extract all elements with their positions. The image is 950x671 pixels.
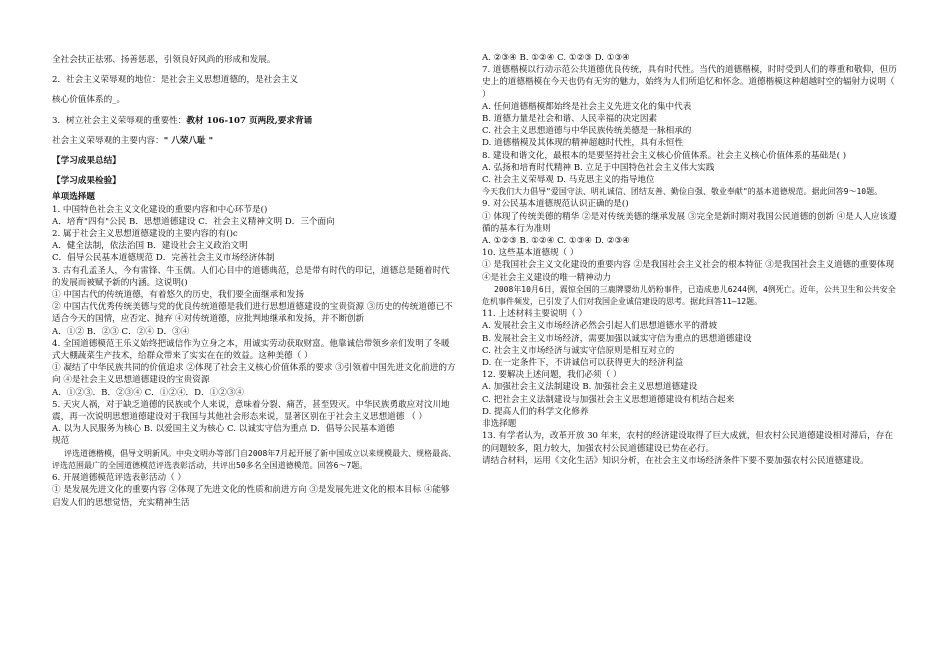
- statement: ① 是发展先进文化的重要内容 ②体现了先进文化的性质和前进方向 ③是发展先进文化的根本目标 ④能够启发人们的思想觉悟，充实精神生活: [52, 485, 450, 508]
- section-heading: 非选择题: [482, 419, 517, 430]
- question: 3. 古有孔孟圣人，今有雷锋、牛玉儒。人们心目中的道德典范，总是带有时代的印记，道德总是随着时代的发展而被赋予新的内涵。这说明(): [52, 265, 450, 288]
- section-heading: 【学习成果总结】: [52, 156, 121, 167]
- option: B. 发展社会主义市场经济，需要加强以诚实守信为重点的思想道德建设: [482, 333, 752, 344]
- passage: 今天我们大力倡导"爱国守法、明礼诚信、团结友善、勤俭自强、敬业奉献"的基本道德规范。据此回答9～10题。: [482, 187, 883, 197]
- passage: 2008年10月6日，震惊全国的三鹿牌婴幼儿奶粉事件，已造成患儿6244例，4例死亡。近年，公共卫生和公共安全危机事件频发，已引发了人们对我国企业诚信建设的思考。据此回答11—12题。: [482, 284, 896, 307]
- text-line: [52, 115, 457, 127]
- option: D. 道德楷模及其体现的精神超越时代性，具有永恒性: [482, 138, 684, 149]
- left-column: [52, 0, 457, 509]
- question: 11. 上述材料主要说明（ ）: [482, 309, 588, 320]
- options: A. ②③④ B. ①②④ C. ①②③ D. ①③④: [482, 53, 630, 63]
- options: 规范: [52, 436, 70, 447]
- question: 1. 中国特色社会主义文化建设的重要内容和中心环节是(): [52, 204, 268, 215]
- question: 8. 建设和谐文化，最根本的是要坚持社会主义核心价值体系。社会主义核心价值体系的基础是( ): [482, 150, 847, 161]
- options: A. 加强社会主义法制建设 B. 加强社会主义思想道德建设: [482, 382, 698, 393]
- passage: 评选道德楷模，倡导文明新风。中央文明办等部门自2008年7月起开展了新中国成立以来规模最大、规格最高、评选范围最广的全国道德模范评选表彰活动，共评出50多名全国道德模范。回答6～7题。: [52, 448, 457, 470]
- option: D. 提高人们的科学文化修养: [482, 406, 589, 417]
- option: B. 道德力量是社会和谐、人民幸福的决定因素: [482, 114, 658, 125]
- option: C. 社会主义市场经济与诚实守信原则是相互对立的: [482, 345, 675, 356]
- statement: ① 中国古代的传统道德，有着悠久的历史，我们要全面继承和发扬: [52, 290, 304, 301]
- option: C. 社会主义思想道德与中华民族传统美德是一脉相承的: [482, 126, 692, 137]
- statement: ① 体现了传统美德的精华 ②是对传统美德的继承发展 ③完全是新时期对我国公民道德的创新 ④是人人应该遵循的基本行为准则: [482, 211, 897, 234]
- question: 12. 要解决上述问题，我们必须（ ）: [482, 370, 622, 381]
- question: 2. 属于社会主义思想道德建设的主要内容的有()c: [52, 229, 238, 240]
- right-column: [482, 0, 900, 467]
- question: 7. 道德楷模以行动示范公共道德优良传统，具有时代性。当代的道德楷模，时时受到人们的尊重和敬仰，但历史上的道德楷模在今天也仍有无穷的魅力，始终为人们所追忆和怀念。道德楷模这种超越时空的辐射力说明（ ）: [482, 65, 897, 100]
- statement: ① 是我国社会主义文化建设的重要内容 ②是我国社会主义社会的根本特征 ③是我国社会主义道德的重要体现 ④是社会主义建设的唯一精神动力: [482, 260, 895, 283]
- emphasis-text: " 八荣八耻 ": [163, 135, 214, 146]
- text-line: 全社会扶正祛邪、扬善惩恶，引领良好风尚的形成和发展。: [52, 55, 276, 65]
- text-line: 核心价值体系的_。: [52, 95, 126, 106]
- text-line: 2．社会主义荣辱观的地位：是社会主义思想道德的，是社会主义: [52, 75, 299, 86]
- question: 5. 天灾人祸，对于缺乏道德的民族或个人来说，意味着分裂、痛苦，甚至毁灭。中华民族勇敢应对汶川地震，再一次说明思想道德建设对于我国与其他社会形态来说，显著区别在于社会主义思想道德 （ ）: [52, 399, 450, 423]
- section-heading: 【学习成果检验】: [52, 176, 121, 187]
- question: 13. 有学者认为，改革开放 30 年来，农村的经济建设取得了巨大成就，但农村公民道德建设相对滞后，存在的问题较多，阻力较大，加强农村公民道德建设已势在必行。: [482, 431, 893, 454]
- text-span: 社会主义荣辱观的主要内容：: [52, 135, 164, 146]
- option: A. 发展社会主义市场经济必然会引起人们思想道德水平的滑坡: [482, 321, 718, 332]
- option: C. 把社会主义法制建设与加强社会主义思想道德建设有机结合起来: [482, 394, 735, 405]
- question: 9. 对公民基本道德规范认识正确的是(): [482, 199, 629, 210]
- statement: ② 中国古代优秀传统美德与党的优良传统道德是我们进行思想道德建设的宝贵资源 ③历史的传统道德已不适合今天的国情，应否定、抛弃 ④对传统道德，应批判地继承和发扬，并不断创新: [52, 302, 453, 325]
- emphasis-text: 教材 106-107 页两段,要求背诵: [186, 115, 313, 126]
- options: A. ①②③ B. ①②④ C. ①③④ D. ②③④: [482, 236, 630, 247]
- option: A. 任何道德楷模都始终是社会主义先进文化的集中代表: [482, 101, 692, 112]
- options: A．健全法制，依法治国 B．建设社会主义政治文明: [52, 241, 248, 252]
- option: D. 在一定条件下，不讲诚信可以获得更大的经济利益: [482, 358, 684, 369]
- options: C. 社会主义荣辱观 D. 马克思主义的指导地位: [482, 175, 655, 186]
- question: 10. 这些基本道德规（ ）: [482, 248, 579, 259]
- options: A．①②③．B．②③④ C．①②④．D．①②③④: [52, 387, 245, 398]
- statement: ① 凝结了中华民族共同的价值追求 ②体现了社会主义核心价值体系的要求 ③引领着中国先进文化前进的方向 ④是社会主义思想道德建设的宝贵资源: [52, 363, 456, 386]
- section-heading: 单项选择题: [52, 192, 95, 203]
- text-span: 3．树立社会主义荣辱观的重要性：: [52, 115, 187, 126]
- options: A. 弘扬和培育时代精神 B. 立足于中国特色社会主义伟大实践: [482, 162, 715, 173]
- options: A．培育"四有"公民 B．思想道德建设 C．社会主义精神文明 D．三个面向: [52, 216, 335, 227]
- options: C．倡导公民基本道德规范 D．完善社会主义市场经济体制: [52, 253, 275, 264]
- text-line: [52, 135, 457, 147]
- options: A．①② B．②③ C．②④ D．③④: [52, 326, 190, 337]
- options: A. 以为人民服务为核心 B. 以爱国主义为核心 C. 以诚实守信为重点 D．倡导公民基本道德: [52, 424, 395, 435]
- question: 6. 开展道德模范评选表彰活动（ ）: [52, 473, 186, 484]
- question: 4. 全国道德模范王乐义始终把诚信作为立身之本，用诚实劳动获取财富。他靠诚信带领乡亲们发明了冬暖式大棚蔬菜生产技术，给群众带来了实实在在的效益。这种美德（ ）: [52, 338, 450, 362]
- question: 请结合材料，运用《文化生活》知识分析，在社会主义市场经济条件下要不要加强农村公民道德建设。: [482, 455, 869, 466]
